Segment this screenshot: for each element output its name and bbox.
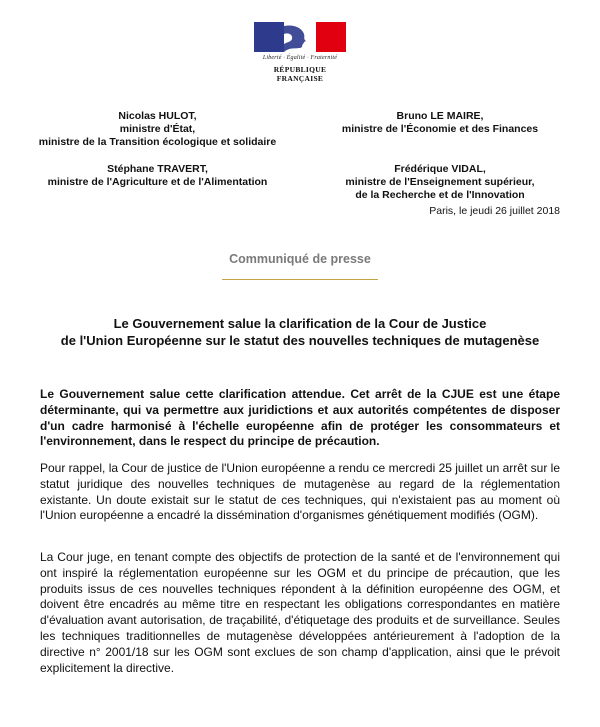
minister-name: Nicolas HULOT, xyxy=(118,110,197,122)
marianne-profile-icon xyxy=(284,22,316,52)
minister-block-travert xyxy=(20,163,295,189)
flag-white-band xyxy=(284,22,316,52)
body-paragraph-2: La Cour juge, en tenant compte des objectifs de protection de la santé et de l'environnement qui ont inspiré la réglementation européenne sur les OGM et du principe de précaution, que les produits issus de ces nouvelles techniques répondent à la définition européenne des OGM, et doivent être encadrés au même titre en respectant les obligations correspondantes en matière d'évaluation avant autorisation, de traçabilité, d'étiquetage des produits et de surveillance. Seules les techniques traditionnelles de mutagenèse développées antérieurement à l'adoption de la directive n° 2001/18 sur les OGM sont exclues de son champ d'application, ainsi que le prévoit explicitement la directive. xyxy=(40,550,560,675)
minister-block-hulot xyxy=(20,110,295,149)
minister-name: Bruno LE MAIRE, xyxy=(396,110,484,122)
body-paragraph-1: Pour rappel, la Cour de justice de l'Union européenne a rendu ce mercredi 25 juillet un arrêt sur le statut juridique des nouvelles techniques de mutagenèse au regard de la réglementation existante. Un doute existait sur le statut de ces techniques, qui n'existaient pas au moment où l'Union européenne a encadré la dissémination d'organismes génétiquement modifiés (OGM). xyxy=(40,461,560,523)
minister-name: Stéphane TRAVERT, xyxy=(107,163,208,175)
headline xyxy=(0,315,600,349)
flag-blue-band xyxy=(254,22,284,52)
republique-francaise-logo xyxy=(251,22,349,83)
lead-paragraph: Le Gouvernement salue cette clarification attendue. Cet arrêt de la CJUE est une étape déterminante, qui va permettre aux juridictions et aux autorités compétentes de disposer d'un cadre harmonisé à l'échelle européenne afin de protéger les consommateurs et l'environnement, dans le respect du principe de précaution. xyxy=(40,387,560,449)
minister-block-le-maire xyxy=(305,110,575,136)
press-label-underline xyxy=(222,279,378,280)
minister-role: ministre de l'Économie et des Finances xyxy=(341,123,539,135)
minister-name: Frédérique VIDAL, xyxy=(394,163,486,175)
minister-role: ministre d'État, xyxy=(119,123,196,135)
minister-role: ministre de la Transition écologique et solidaire xyxy=(38,136,277,148)
motto-text: Liberté · Égalité · Fraternité xyxy=(262,55,338,61)
headline-line-1: Le Gouvernement salue la clarification de la Cour de Justice xyxy=(113,316,487,331)
minister-block-vidal xyxy=(305,163,575,202)
minister-role: de la Recherche et de l'Innovation xyxy=(355,189,525,201)
date-line: Paris, le jeudi 26 juillet 2018 xyxy=(429,205,560,217)
minister-role: ministre de l'Enseignement supérieur, xyxy=(345,176,535,188)
minister-role: ministre de l'Agriculture et de l'Alimentation xyxy=(47,176,268,188)
flag-red-band xyxy=(316,22,346,52)
press-release-label: Communiqué de presse xyxy=(229,252,371,266)
tricolor-flag xyxy=(254,22,346,52)
headline-line-2: de l'Union Européenne sur le statut des nouvelles techniques de mutagenèse xyxy=(60,333,540,348)
republique-francaise-text: RÉPUBLIQUE FRANÇAISE xyxy=(273,65,327,83)
